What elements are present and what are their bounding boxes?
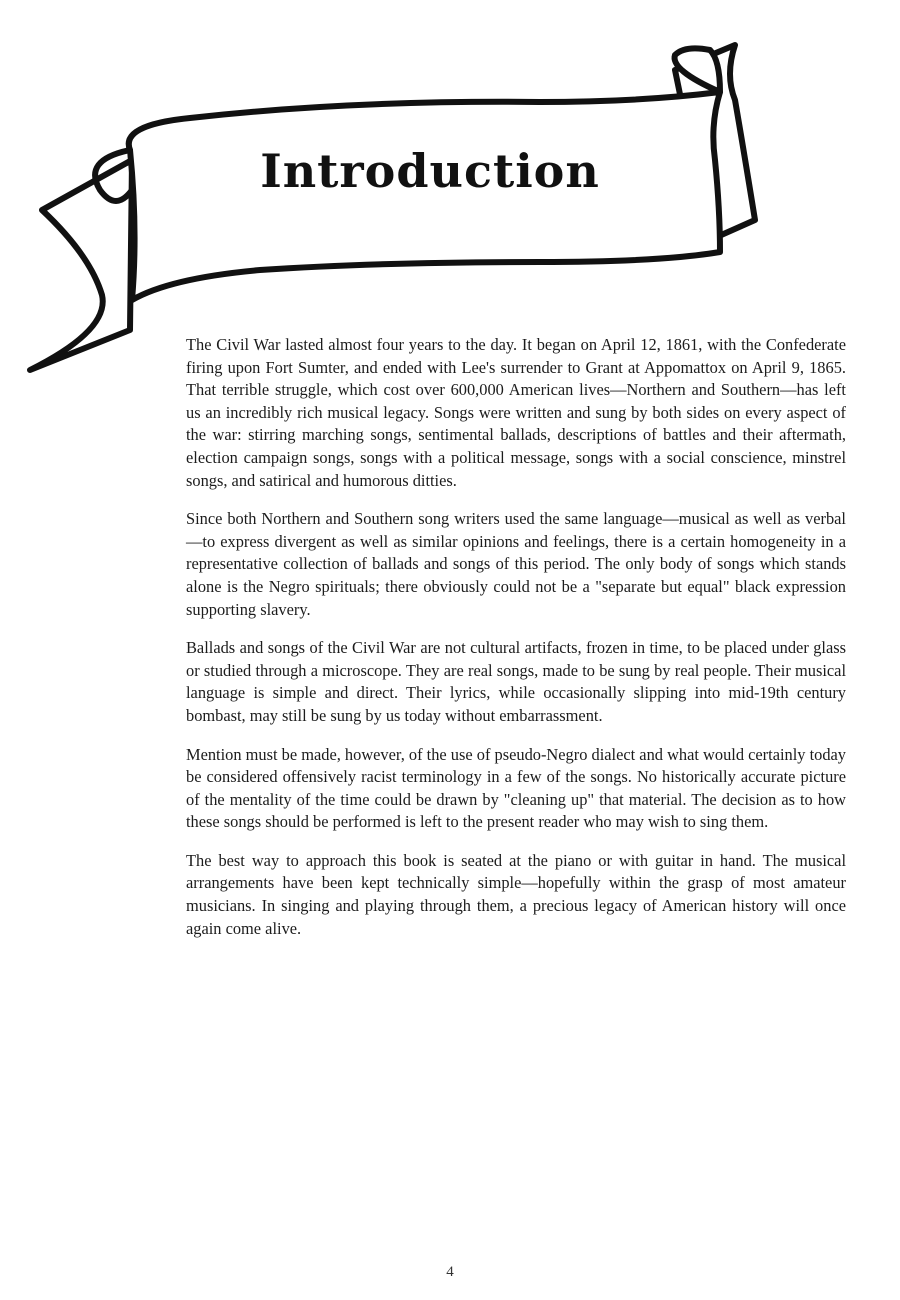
paragraph: The Civil War lasted almost four years to the day. It began on April 12, 1861, with the Confederate firing upon Fort Sumter, and ended with Lee's surrender to Grant at Appomattox on April 9, 1865. That terrible struggle, which cost over 600,000 American lives—Northern and Southern—has left us an incredibly rich musical legacy. Songs were written and sung by both sides on every aspect of the war: stirring marching songs, sentimental ballads, descriptions of battles and their aftermath, election campaign songs, songs with a political message, songs with a social conscience, minstrel songs, and satirical and humorous ditties. [186, 335, 846, 490]
paragraph: Mention must be made, however, of the use of pseudo-Negro dialect and what would certainly today be considered offensively racist terminology in a few of the songs. No historically accurate picture of the mentality of the time could be drawn by "cleaning up" that material. The decision as to how these songs should be performed is left to the present reader who may wish to sing them. [186, 744, 846, 832]
paragraph: Ballads and songs of the Civil War are not cultural artifacts, frozen in time, to be placed under glass or studied through a microscope. They are real songs, made to be sung by real people. Their musical language is simple and direct. Their lyrics, while occasionally slipping into mid-19th century bombast, may still be sung by us today without embarrassment. [186, 638, 846, 725]
ribbon-banner [20, 30, 770, 380]
paragraph: The best way to approach this book is seated at the piano or with guitar in hand. The musical arrangements have been kept technically simple—hopefully within the grasp of most amateur musicians. In singing and playing through them, a precious legacy of American history will once again come alive. [186, 850, 846, 938]
page-number: 4 [446, 1264, 454, 1280]
page-title: Introduction [260, 144, 600, 198]
paragraph: Since both Northern and Southern song writers used the same language—musical as well as verbal—to express divergent as well as similar opinions and feelings, there is a certain homogeneity in a representative collection of ballads and songs of this period. The only body of songs which stands alone is the Negro spirituals; there obviously could not be a "separate but equal" black expression supporting slavery. [186, 509, 846, 619]
intro-body [186, 334, 846, 956]
ribbon-banner-icon [20, 30, 770, 380]
